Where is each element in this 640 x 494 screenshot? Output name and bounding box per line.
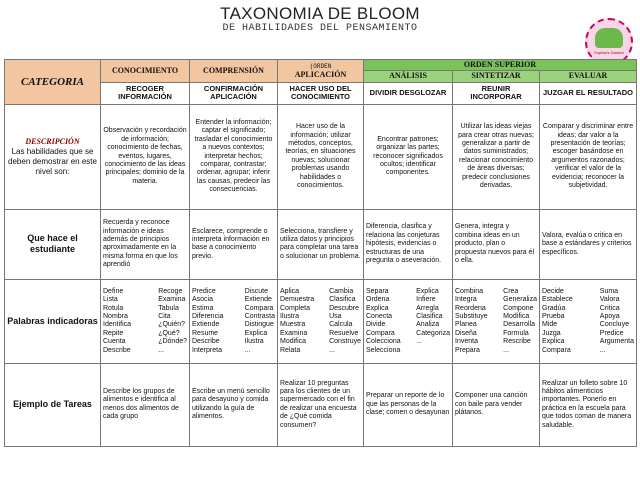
indicator-word: Define	[103, 287, 124, 295]
palabras-cell	[190, 279, 278, 363]
indicator-word: ...	[503, 346, 509, 354]
page-subtitle: DE HABILIDADES DEL PENSAMIENTO	[222, 23, 418, 34]
indicator-word: Extiende	[192, 321, 220, 329]
indicator-word: ...	[599, 346, 606, 354]
indicator-word: Resuelve	[329, 329, 359, 337]
indicator-word: ¿Quién?	[158, 321, 186, 329]
indicator-word: Valora	[599, 296, 620, 304]
indicator-word: Estima	[192, 304, 214, 312]
palabras-cell	[540, 279, 637, 363]
indicator-word: Clasifica	[329, 296, 356, 304]
indicator-word: Explica	[416, 287, 439, 295]
indicator-word: Categoriza	[416, 329, 450, 337]
bloom-table	[4, 59, 637, 447]
indicator-word: Lista	[103, 296, 118, 304]
que-hace-cell: Diferencia, clasifica y relaciona las conjeturas hipótesis, evidencias o estructuras de una pregunta o aseveración.	[364, 209, 453, 279]
indicator-word: Separa	[366, 287, 389, 295]
indicator-word: Calcula	[329, 321, 353, 329]
indicator-word: Nombra	[103, 312, 128, 320]
indicator-word: ...	[244, 346, 251, 354]
indicator-word: Diseña	[455, 329, 477, 337]
que-hace-cell: Esclarece, comprende o interpreta información en base a conocimiento previo.	[190, 209, 278, 279]
indicator-word: Integra	[455, 296, 477, 304]
indicator-word: Gradúa	[542, 304, 566, 312]
evaluar-header: EVALUAR	[540, 71, 637, 82]
logo-text: Sophia's Garden	[594, 50, 624, 55]
indicator-word: Predice	[599, 329, 624, 337]
palabras-cell	[278, 279, 364, 363]
indicator-word: Conecta	[366, 312, 393, 320]
ejemplo-title: Ejemplo de Tareas	[13, 399, 92, 410]
indicator-word: Infiere	[416, 296, 436, 304]
descripcion-cell: Observación y recordación de información; conocimiento de fechas, eventos, lugares, conocimiento de las ideas principales; dominio de la materia.	[101, 104, 190, 209]
indicator-word: ¿Qué?	[158, 329, 180, 337]
indicator-word: Recoge	[158, 287, 183, 295]
indicator-word: Repite	[103, 329, 124, 337]
indicator-word: Distingue	[244, 321, 274, 329]
que-hace-cell: Selecciona, transfiere y utiliza datos y principios para completar una tarea o solucionar un problema.	[278, 209, 364, 279]
indicator-word: Construye	[329, 338, 361, 346]
descripcion-cell: Utilizar las ideas viejas para crear otras nuevas; generalizar a partir de datos suministrados; relacionar conocimiento de áreas diversas; predecir conclusiones derivadas.	[453, 104, 540, 209]
palabras-label	[5, 279, 101, 363]
indicator-word: Formula	[503, 329, 529, 337]
indicator-word: Ilustra	[280, 312, 300, 320]
indicator-word: Inventa	[455, 338, 478, 346]
indicator-word: Cambia	[329, 287, 354, 295]
indicator-word: Analiza	[416, 321, 440, 329]
comprension-header: COMPRENSIÓN	[190, 60, 278, 83]
indicator-word: Modifica	[280, 338, 307, 346]
indicator-word: Critica	[599, 304, 620, 312]
indicator-word: Substituye	[455, 312, 488, 320]
indicator-word: Planea	[455, 321, 477, 329]
indicator-word: Compone	[503, 304, 534, 312]
que-hace-label	[5, 209, 101, 279]
orden-superior-header: ORDEN SUPERIOR	[364, 60, 637, 71]
indicator-word: Crea	[503, 287, 519, 295]
indicator-word: Prueba	[542, 312, 565, 320]
indicator-word: Apoya	[599, 312, 620, 320]
subheader-cell: RECOGER INFORMACIÓN	[101, 82, 190, 104]
ejemplo-cell: Realizar 10 preguntas para los clientes de un supermercado con el fin de realizar una encuesta de ¿Qué comida consumen?	[278, 363, 364, 446]
descripcion-cell: Hacer uso de la información; utilizar métodos, conceptos, teorías, en situaciones nuevas; solucionar problemas usando habilidades o conocimientos.	[278, 104, 364, 209]
indicator-word: Compara	[366, 329, 395, 337]
indicator-word: Concluye	[599, 321, 629, 329]
indicator-word: Compara	[542, 346, 571, 354]
indicator-word: Describe	[103, 346, 131, 354]
indicator-word: Establece	[542, 296, 573, 304]
ejemplo-cell: Componer una canción con baile para vender plátanos.	[453, 363, 540, 446]
page-title: TAXONOMIA DE BLOOM	[220, 4, 420, 23]
indicator-word: Reordena	[455, 304, 486, 312]
subheader-cell: DIVIDIR DESGLOZAR	[364, 82, 453, 104]
indicator-word: Usa	[329, 312, 342, 320]
indicator-word: Predice	[192, 287, 216, 295]
indicator-word: Arregla	[416, 304, 439, 312]
analisis-header: ANÁLISIS	[364, 71, 453, 82]
indicator-word: Cuenta	[103, 338, 126, 346]
descripcion-cell: Encontrar patrones; organizar las partes; reconocer significados ocultos; identificar componentes.	[364, 104, 453, 209]
indicator-word: ...	[329, 346, 335, 354]
categoria-header: CATEGORIA	[5, 60, 101, 105]
indicator-word: Decide	[542, 287, 564, 295]
ejemplo-cell: Escribe un menú sencillo para desayuno y comida utilizando la guía de alimentos.	[190, 363, 278, 446]
ejemplo-cell: Realizar un folleto sobre 10 hábitos alimenticios importantes. Ponerlo en práctica en la escuela para que todos coman de manera saludable.	[540, 363, 637, 446]
indicator-word: Examina	[280, 329, 308, 337]
indicator-word: Interpreta	[192, 346, 222, 354]
indicator-word: Cita	[158, 312, 171, 320]
indicator-word: Relata	[280, 346, 301, 354]
indicator-word: Ordena	[366, 296, 390, 304]
descripcion-text: Las habilidades que se deben demostrar en este nivel son:	[8, 146, 97, 176]
indicator-word: Suma	[599, 287, 619, 295]
indicator-word: Aplica	[280, 287, 300, 295]
aplicacion-label: APLICACIÓN	[294, 69, 347, 79]
indicator-word: Desarrolla	[503, 321, 536, 329]
conocimiento-header: CONOCIMIENTO	[101, 60, 190, 83]
indicator-word: Rotula	[103, 304, 124, 312]
indicator-word: Examina	[158, 296, 186, 304]
indicator-word: Mide	[542, 321, 558, 329]
indicator-word: ¿Dónde?	[158, 338, 187, 346]
descripcion-label	[5, 104, 101, 209]
ejemplo-label	[5, 363, 101, 446]
indicator-word: Modifica	[503, 312, 530, 320]
indicator-word: Identifica	[103, 321, 132, 329]
indicator-word: Generaliza	[503, 296, 537, 304]
descripcion-cell: Comparar y discriminar entre ideas; dar valor a la presentación de teorías; escoger basándose en argumentos razonados; verificar el valor de la evidencia; reconocer la subjetividad.	[540, 104, 637, 209]
indicator-word: Asocia	[192, 296, 214, 304]
indicator-word: Tabula	[158, 304, 179, 312]
subheader-cell: CONFIRMACIÓN APLICACIÓN	[190, 82, 278, 104]
indicator-word: Resume	[192, 329, 219, 337]
indicator-word: Divide	[366, 321, 386, 329]
sintetizar-header: SINTETIZAR	[453, 71, 540, 82]
indicator-word: Ilustra	[244, 338, 264, 346]
aplicacion-small-label: (ORDEN	[309, 62, 332, 70]
subheader-cell: JUZGAR EL RESULTADO	[540, 82, 637, 104]
indicator-word: Combina	[455, 287, 484, 295]
indicator-word: Contrasta	[244, 312, 275, 320]
indicator-word: ...	[416, 338, 422, 346]
descripcion-cell: Entender la información; captar el significado; trasladar el conocimiento a nuevos contextos; interpretar hechos; comparar, contrastar; ordenar, agrupar; inferir las causas, predecir las consecuencias.	[190, 104, 278, 209]
indicator-word: Juzga	[542, 329, 561, 337]
palabras-cell	[101, 279, 190, 363]
indicator-word: Clasifica	[416, 312, 443, 320]
indicator-word: Discute	[244, 287, 268, 295]
indicator-word: Completa	[280, 304, 310, 312]
indicator-word: Extiende	[244, 296, 272, 304]
indicator-word: Describe	[192, 338, 220, 346]
indicator-word: Rescribe	[503, 338, 531, 346]
subheader-cell: HACER USO DEL CONOCIMIENTO	[278, 82, 364, 104]
aplicacion-header	[278, 60, 364, 83]
palabras-title: Palabras indicadoras	[7, 315, 98, 326]
descripcion-title: DESCRIPCIÓN	[25, 136, 80, 146]
palabras-cell	[364, 279, 453, 363]
que-hace-cell: Valora, evalúa o critica en base a estándares y criterios específicos.	[540, 209, 637, 279]
indicator-word: Descubre	[329, 304, 360, 312]
que-hace-cell: Genera, integra y combina ideas en un producto, plan o propuesta nuevos para él o ella.	[453, 209, 540, 279]
que-hace-title: Que hace el estudiante	[27, 233, 78, 255]
que-hace-cell: Recuerda y reconoce información e ideas además de principios aproximadamente en la misma forma en que los aprendió	[101, 209, 190, 279]
palabras-cell	[453, 279, 540, 363]
ejemplo-cell: Preparar un reporte de lo que las personas de la clase; comen o desayunan	[364, 363, 453, 446]
indicator-word: ...	[158, 346, 165, 354]
indicator-word: Selecciona	[366, 346, 401, 354]
subheader-cell: REUNIR INCORPORAR	[453, 82, 540, 104]
indicator-word: Diferencia	[192, 312, 224, 320]
indicator-word: Muestra	[280, 321, 306, 329]
indicator-word: Colecciona	[366, 338, 401, 346]
indicator-word: Prepara	[455, 346, 480, 354]
ejemplo-cell: Describe los grupos de alimentos e identifica al menos dos alimentos de cada grupo	[101, 363, 190, 446]
indicator-word: Demuestra	[280, 296, 315, 304]
indicator-word: Argumenta	[599, 338, 635, 346]
indicator-word: Explica	[366, 304, 389, 312]
indicator-word: Explica	[542, 338, 565, 346]
indicator-word: Compara	[244, 304, 274, 312]
indicator-word: Explica	[244, 329, 268, 337]
